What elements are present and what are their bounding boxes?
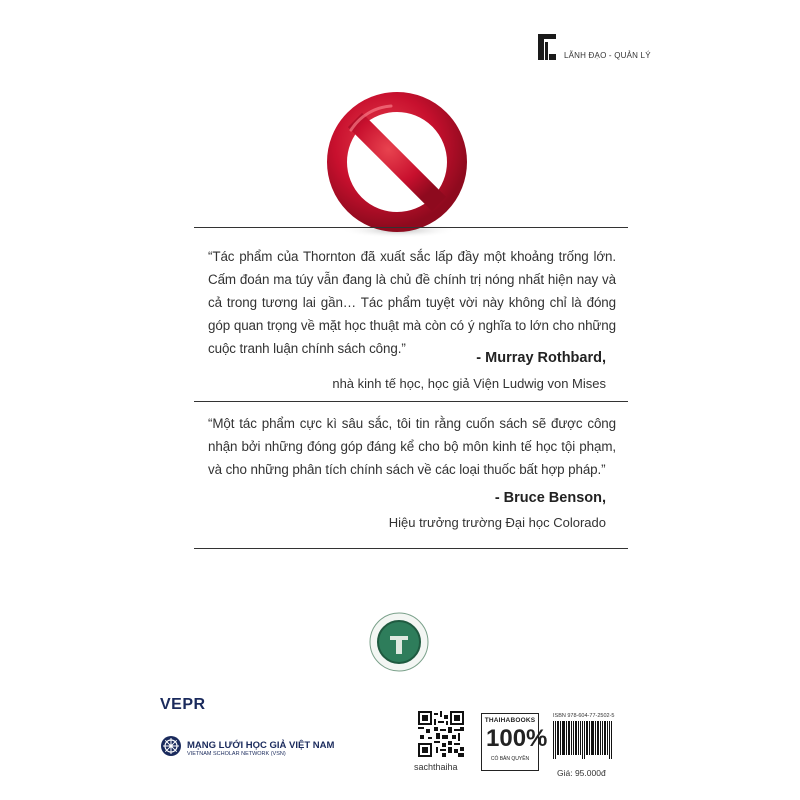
review-quote-1: “Tác phẩm của Thornton đã xuất sắc lấp đầy một khoảng trống lớn. Cấm đoán ma túy vẫn đang là chủ đề chính trị nóng nhất hiện nay và cả trong tương lai gần… Tác phẩm tuyệt vời này không chỉ là đóng góp quan trọng về mặt học thuật mà còn có ý nghĩa to lớn cho những cuộc tranh luận chính sách công.” [208, 249, 616, 356]
quote-1-author: - Murray Rothbard, [476, 350, 606, 366]
publisher-category: LÃNH ĐẠO - QUẢN LÝ [564, 51, 651, 60]
publisher-mark [536, 32, 651, 62]
qr-code-icon [418, 711, 464, 757]
copyright-badge [481, 713, 548, 771]
review-quote-2: “Một tác phẩm cực kì sâu sắc, tôi tin rằng cuốn sách sẽ được công nhận bởi những đóng góp đáng kể cho bộ môn kinh tế học tội phạm, và cho những phân tích chính sách về các loại thuốc bất hợp pháp.” [208, 416, 616, 477]
vsn-logo [160, 735, 334, 762]
badge-percent: 100% [486, 725, 548, 752]
divider-top [194, 227, 628, 228]
quote-2-author: - Bruce Benson, [494, 490, 606, 506]
quote-2-author-role: Hiệu trưởng trường Đại học Colorado [388, 515, 606, 530]
isbn-text: ISBN 978-604-77-2502-5 [553, 713, 615, 719]
barcode-icon [552, 721, 614, 763]
thaiha-books-seal-icon [369, 612, 429, 672]
vsn-name: MẠNG LƯỚI HỌC GIẢ VIỆT NAM [187, 740, 335, 751]
qr-label: sachthaiha [414, 762, 458, 772]
badge-caption: CÓ BẢN QUYỀN [490, 756, 530, 762]
quote-1-author-role: nhà kinh tế học, học giả Viện Ludwig von Mises [332, 376, 606, 391]
vepr-logo: VEPR [160, 696, 206, 713]
prohibition-sign-icon [321, 90, 473, 242]
vsn-subtitle: VIETNAM SCHOLAR NETWORK (VSN) [187, 751, 286, 757]
divider-bottom [194, 548, 628, 549]
thaiha-books-logo-icon [536, 32, 558, 62]
price-label: Giá: 95.000đ [557, 768, 606, 778]
badge-publisher: THAIHABOOKS [484, 717, 536, 724]
divider-middle [194, 401, 628, 402]
wheel-logo-icon [160, 735, 182, 762]
